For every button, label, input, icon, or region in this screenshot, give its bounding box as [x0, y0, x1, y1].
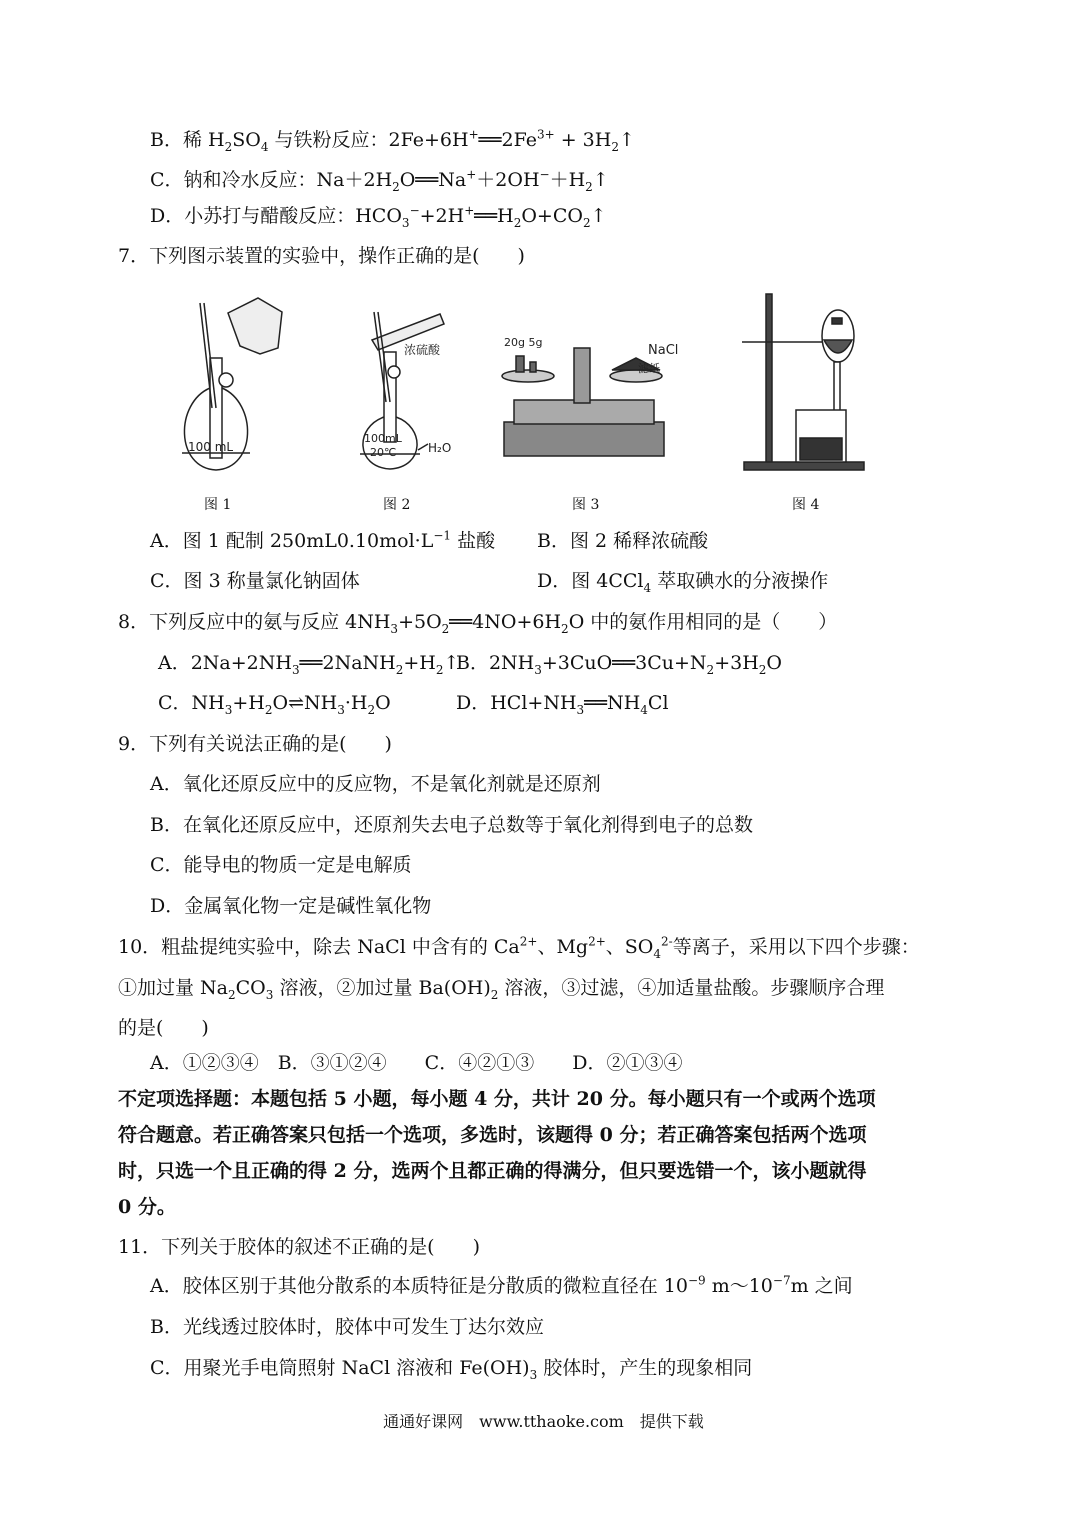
q6-option-b: B．稀 $H_2SO_4$ 与铁粉反应：$2Fe+6H^+══2Fe^{3+}$ + $3H_2↑$ [150, 127, 635, 154]
fig3-salt-label: NaCl [648, 343, 679, 358]
fig3-weights-label: 20g 5g [504, 336, 543, 349]
q6-option-c: C．钠和冷水反应：$Na+2H_2O══Na^++2OH^-+H_2↑$ [150, 167, 609, 194]
q9-option-d: D．金属氧化物一定是碱性氧化物 [150, 895, 432, 917]
q10-options: A．①②③④ B．③①②④ C．④②①③ D．②①③④ [150, 1052, 683, 1074]
page-footer: 通通好课网 www.tthaoke.com 提供下载 [383, 1412, 704, 1431]
fig1-flask-label: 100 mL [188, 440, 234, 454]
figure-2-dilution [350, 292, 470, 472]
fig2-water-label: H₂O [428, 441, 452, 455]
fig3-caption: 图 3 [572, 497, 600, 513]
q8-option-a: A．$2Na+2NH_3══2NaNH_2+H_2↑$ [158, 652, 460, 677]
fig2-temp-label: 20℃ [370, 446, 397, 459]
figure-3-balance [500, 330, 679, 465]
q11-option-b: B．光线透过胶体时，胶体中可发生丁达尔效应 [150, 1316, 544, 1338]
q7-option-a: A．图 1 配制 $250mL0.10mol\cdot L^{-1}$ 盐酸 [150, 528, 496, 552]
q11-stem: 11．下列关于胶体的叙述不正确的是( ) [118, 1236, 481, 1258]
q8-stem: 8．下列反应中的氨与反应 $4NH_3+5O_2══4NO+6H_2O$ 中的氨作用相同的是（ ） [118, 611, 838, 636]
fig2-flask-label: 100mL [364, 432, 402, 445]
section-instructions-line1: 不定项选择题：本题包括 5 小题，每小题 4 分，共计 20 分。每小题只有一个或两个选项 [118, 1088, 876, 1110]
q7-option-d: D．图 4CCl$_4$ 萃取碘水的分液操作 [537, 570, 829, 595]
q11-option-a: A．胶体区别于其他分散系的本质特征是分散质的微粒直径在 $10^{-9}$ $m\sim 10^{-7}m$ 之间 [150, 1273, 853, 1297]
q10-stem-line3: 的是( ) [118, 1017, 209, 1039]
q7-option-c: C．图 3 称量氯化钠固体 [150, 570, 360, 592]
q11-option-c: C．用聚光手电筒照射 NaCl 溶液和 $Fe(OH)_3$ 胶体时，产生的现象相同 [150, 1357, 753, 1382]
figure-1-volumetric-flask [170, 288, 290, 478]
q7-stem: 7．下列图示装置的实验中，操作正确的是( ) [118, 245, 525, 267]
fig4-caption: 图 4 [792, 497, 820, 513]
q8-option-d: D．$HCl+NH_3══NH_4Cl$ [456, 692, 669, 717]
q6-option-d: D．小苏打与醋酸反应：$HCO_3^-+2H^+══H_2O+CO_2↑$ [150, 203, 607, 230]
fig1-caption: 图 1 [204, 497, 232, 513]
section-instructions-line3: 时，只选一个且正确的得 2 分，选两个且都正确的得满分，但只要选错一个，该小题就得 [118, 1160, 867, 1182]
q8-option-c: C．$NH_3+H_2O\rightleftharpoons NH_3\cdot H_2O$ [158, 692, 391, 717]
q7-option-b: B．图 2 稀释浓硫酸 [537, 530, 709, 552]
figure-4-separatory-funnel [738, 290, 878, 472]
q9-option-c: C．能导电的物质一定是电解质 [150, 854, 412, 876]
fig2-caption: 图 2 [383, 497, 411, 513]
q8-option-b: B．$2NH_3+3CuO══3Cu+N_2+3H_2O$ [456, 652, 782, 677]
section-instructions-line4: 0 分。 [118, 1196, 176, 1218]
section-instructions-line2: 符合题意。若正确答案只包括一个选项，多选时，该题得 0 分；若正确答案包括两个选项 [118, 1124, 867, 1146]
q9-stem: 9．下列有关说法正确的是( ) [118, 733, 392, 755]
fig3-paper-label: 滤纸 [638, 362, 660, 375]
fig2-acid-label: 浓硫酸 [404, 343, 441, 357]
q9-option-b: B．在氧化还原反应中，还原剂失去电子总数等于氧化剂得到电子的总数 [150, 814, 753, 836]
q10-stem-line2: ①加过量 $Na_2CO_3$ 溶液，②加过量 $Ba(OH)_2$ 溶液，③过滤，④加适量盐酸。步骤顺序合理 [118, 977, 885, 1002]
q9-option-a: A．氧化还原反应中的反应物，不是氧化剂就是还原剂 [150, 773, 601, 795]
q10-stem-line1: 10．粗盐提纯实验中，除去 NaCl 中含有的 $Ca^{2+}$、$Mg^{2+}$、$SO_4^{2-}$等离子，采用以下四个步骤： [118, 934, 920, 961]
